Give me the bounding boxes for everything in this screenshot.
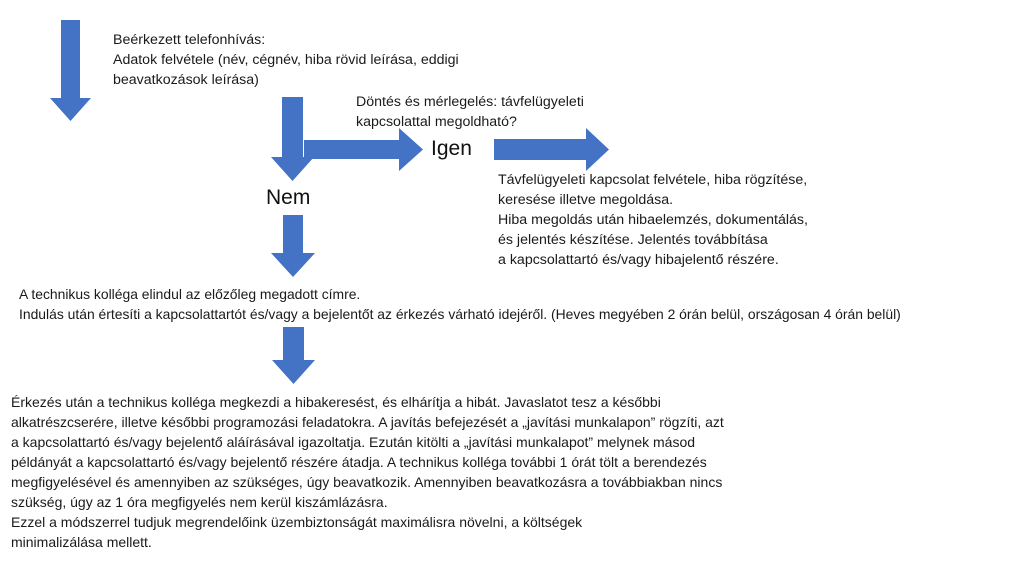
step-remote-line: Távfelügyeleti kapcsolat felvétele, hiba rögzítése, xyxy=(498,172,808,188)
arrow-right-to-igen xyxy=(304,128,423,171)
step-remote-line: és jelentés készítése. Jelentés továbbítása xyxy=(498,232,768,248)
step-onsite-line: szükség, úgy az 1 óra megfigyelés nem kerül kiszámlázásra. xyxy=(11,494,388,510)
step-remote-text xyxy=(498,170,808,270)
step-dispatch-line: Indulás után értesíti a kapcsolattartót és/vagy a bejelentőt az érkezés várható idejéről. (Heves megyében 2 órán belül, országosan 4 órán belül) xyxy=(19,306,901,322)
step-onsite-line: alkatrészcserére, illetve későbbi programozási feladatokra. A javítás befejezését a „javítási munkalapon” rögzíti, azt xyxy=(11,414,724,430)
step-onsite-line: minimalizálása mellett. xyxy=(11,534,152,550)
arrow-down-from-nem xyxy=(271,215,315,277)
step-remote-line: keresése illetve megoldása. xyxy=(498,192,674,208)
step-onsite-line: Érkezés után a technikus kolléga megkezdi a hibakeresést, és elhárítja a hibát. Javaslatot tesz a későbbi xyxy=(11,394,661,410)
step-onsite-text xyxy=(11,392,724,552)
arrow-down-to-onsite xyxy=(272,327,315,384)
step-onsite-line: a kapcsolattartó és/vagy bejelentő aláírásával igazoltatja. Ezután kitölti a „javítási munkalapot” melynek másod xyxy=(11,434,696,450)
branch-no-label: Nem xyxy=(266,186,311,209)
step-call-line: Beérkezett telefonhívás: xyxy=(113,32,266,48)
step-remote-line: Hiba megoldás után hibaelemzés, dokumentálás, xyxy=(498,212,808,228)
arrow-down-start xyxy=(50,20,91,121)
step-call-text xyxy=(113,30,459,90)
step-decision-text xyxy=(356,92,584,132)
step-call-line: beavatkozások leírása) xyxy=(113,72,259,88)
step-remote-line: a kapcsolattartó és/vagy hibajelentő részére. xyxy=(498,252,779,268)
step-dispatch-text xyxy=(19,284,901,324)
branch-yes-label: Igen xyxy=(431,137,472,160)
arrow-down-to-nem xyxy=(271,97,314,181)
step-onsite-line: Ezzel a módszerrel tudjuk megrendelőink üzembiztonságát maximálisra növelni, a költségek xyxy=(11,514,583,530)
step-onsite-line: megfigyelésével és amennyiben az szükséges, úgy beavatkozik. Amennyiben beavatkozásra a továbbiakban nincs xyxy=(11,474,723,490)
step-decision-line: kapcsolattal megoldható? xyxy=(356,114,517,130)
step-onsite-line: példányát a kapcsolattartó és/vagy bejelentő részére átadja. A technikus kolléga további 1 órát tölt a berendezés xyxy=(11,454,707,470)
step-dispatch-line: A technikus kolléga elindul az előzőleg megadott címre. xyxy=(19,286,361,302)
arrow-right-from-igen xyxy=(494,128,609,171)
step-call-line: Adatok felvétele (név, cégnév, hiba rövid leírása, eddigi xyxy=(113,52,459,68)
step-decision-line: Döntés és mérlegelés: távfelügyeleti xyxy=(356,94,584,110)
